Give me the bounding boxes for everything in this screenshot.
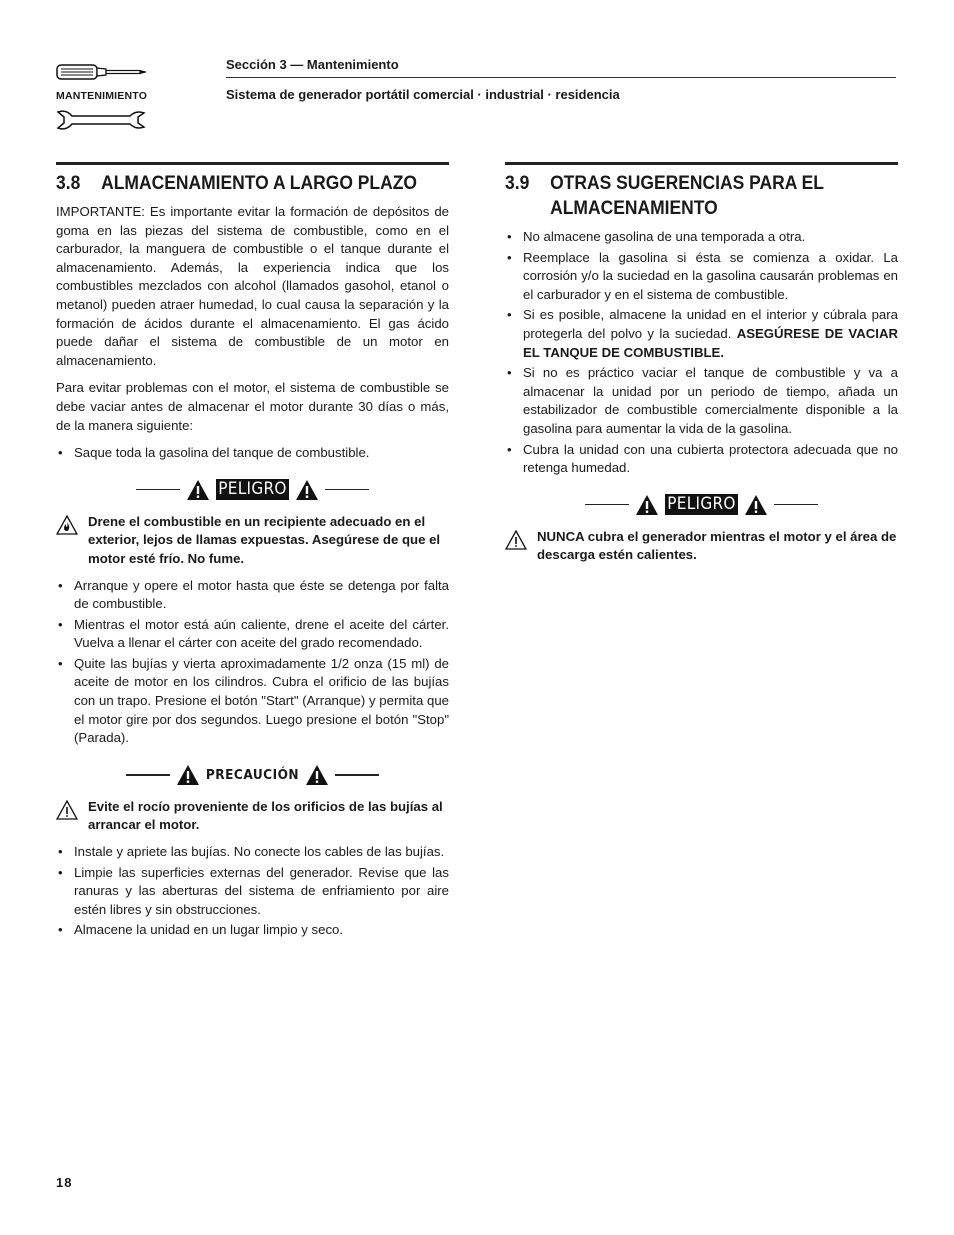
bullet-list xyxy=(505,228,898,478)
danger-banner xyxy=(505,492,898,518)
tool-label: MANTENIMIENTO xyxy=(56,90,148,102)
warning-triangle-icon xyxy=(305,764,329,786)
danger-banner xyxy=(56,477,449,503)
warning-triangle-icon xyxy=(176,764,200,786)
danger-notice xyxy=(505,528,898,565)
section-number: 3.8 xyxy=(56,173,81,194)
section-title-text: ALMACENAMIENTO A LARGO PLAZO xyxy=(101,173,418,194)
page-number: 18 xyxy=(56,1175,73,1190)
section-title xyxy=(505,171,895,221)
paragraph-intro: Para evitar problemas con el motor, el sistema de combustible se debe vaciar antes de almacenar el motor durante 30 días o más, de la manera siguiente: xyxy=(56,380,449,433)
section-title-text: OTRAS SUGERENCIAS PARA EL ALMACENAMIENTO xyxy=(550,173,824,219)
warning-triangle-icon xyxy=(635,494,659,516)
list-item: • Cubra la unidad con una cubierta protectora adecuada que no retenga humedad. xyxy=(507,441,898,476)
section-number: 3.9 xyxy=(505,173,530,194)
danger-label: PELIGRO xyxy=(667,494,736,515)
warning-triangle-icon xyxy=(744,494,768,516)
caution-notice xyxy=(56,798,449,835)
section-rule xyxy=(56,162,449,165)
list-item: • Limpie las superficies externas del generador. Revise que las ranuras y las aberturas del sistema de enfriamiento por aire estén libres y sin obstrucciones. xyxy=(58,864,449,917)
section-3-9 xyxy=(505,162,898,573)
section-rule xyxy=(505,162,898,165)
alert-triangle-icon xyxy=(56,800,78,820)
bullet-list-2 xyxy=(56,577,449,748)
list-item: • Quite las bujías y vierta aproximadamente 1/2 onza (15 ml) de aceite de motor en los cilindros. Cubra el orificio de las bujías con un trapo. Presione el botón "Start" (Arranque) y permita que el motor gire por dos segundos. Luego presione el botón "Stop" (Parada). xyxy=(58,655,449,746)
alert-triangle-icon xyxy=(505,530,527,550)
section-title xyxy=(56,171,446,196)
list-item: • Instale y apriete las bujías. No conecte los cables de las bujías. xyxy=(58,844,445,860)
fire-hazard-icon xyxy=(56,515,78,535)
wrench-icon xyxy=(54,108,148,132)
bullet-list-3 xyxy=(56,843,449,940)
list-item: • Saque toda la gasolina del tanque de combustible. xyxy=(58,445,370,461)
list-item: • Almacene la unidad en un lugar limpio y seco. xyxy=(58,922,344,938)
bullet-list-1 xyxy=(56,444,449,463)
danger-text: Drene el combustible en un recipiente adecuado en el exterior, lejos de llamas expuestas. Asegúrese de que el motor esté frío. No fume. xyxy=(88,513,441,566)
danger-label: PELIGRO xyxy=(218,479,287,500)
caution-banner xyxy=(56,762,449,788)
list-item: • Si es posible, almacene la unidad en el interior y cúbrala para protegerla del polvo y la suciedad. ASEGÚRESE DE VACIAR EL TANQUE DE COMBUSTIBLE. xyxy=(507,307,899,360)
list-item: • No almacene gasolina de una temporada a otra. xyxy=(507,229,806,244)
list-item: • Si no es práctico vaciar el tanque de combustible y va a almacenar la unidad por un periodo de tiempo, añada un estabilizador de combustible comercialmente disponible a la gasolina para aumentar la vida de la gasolina. xyxy=(507,365,898,436)
section-3-8 xyxy=(56,162,449,948)
paragraph-important: IMPORTANTE: Es importante evitar la formación de depósitos de goma en las piezas del sistema de combustible, como en el carburador, la manguera de combustible o el tanque durante el almacenamiento. Además, la experiencia indica que los combustibles mezclados con alcohol (llamados gasohol, etanol o metanol) pueden atraer humedad, lo cual causa la separación y la formación de ácidos durante el almacenamiento. El gas ácido puede dañar el sistema de combustible de un motor en almacenamiento. xyxy=(56,204,449,368)
danger-notice xyxy=(56,513,449,569)
section-heading: Sección 3 — Mantenimiento xyxy=(226,57,399,72)
caution-text: Evite el rocío proveniente de los orificios de las bujías al arrancar el motor. xyxy=(88,798,443,833)
danger-text: NUNCA cubra el generador mientras el motor y el área de descarga estén calientes. xyxy=(537,528,897,563)
header-divider xyxy=(226,77,896,78)
caution-label: PRECAUCIÓN xyxy=(205,766,300,783)
list-item: • Reemplace la gasolina si ésta se comienza a oxidar. La corrosión y/o la suciedad en la gasolina causarán problemas en el carburador y en el sistema de combustible. xyxy=(507,249,898,302)
list-item: • Mientras el motor está aún caliente, drene el aceite del cárter. Vuelva a llenar el cárter con aceite del grado recomendado. xyxy=(58,616,449,651)
system-subtitle: Sistema de generador portátil comercial · industrial · residencia xyxy=(226,87,620,102)
list-item: • Arranque y opere el motor hasta que éste se detenga por falta de combustible. xyxy=(58,577,449,612)
warning-triangle-icon xyxy=(186,479,210,501)
screwdriver-icon xyxy=(56,62,148,82)
warning-triangle-icon xyxy=(295,479,319,501)
